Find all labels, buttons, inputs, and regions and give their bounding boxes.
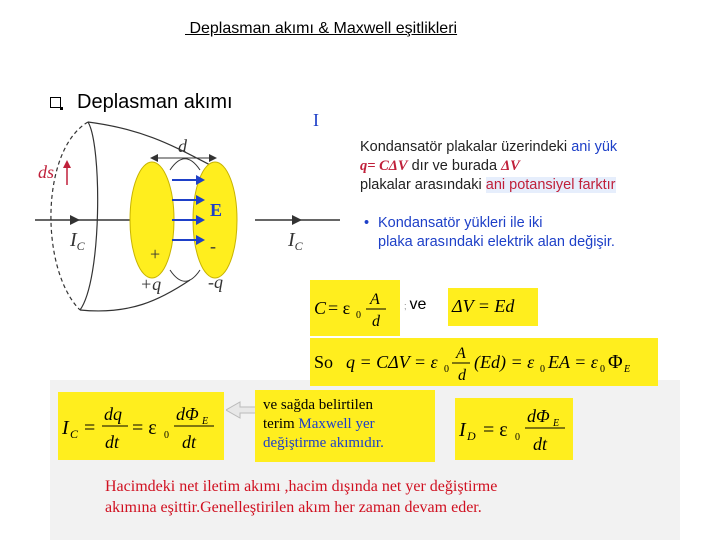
svg-text:dt: dt (105, 432, 120, 452)
displacement-current-box (455, 398, 573, 460)
svg-text:d: d (458, 367, 466, 384)
distance-arrow-left (150, 154, 158, 162)
svg-text:dq: dq (104, 404, 122, 424)
conduction-current-formula (58, 392, 224, 460)
voltage-formula (448, 288, 538, 326)
field-curve-top (170, 159, 200, 170)
maxwell-line-2: terim Maxwell yer (263, 416, 375, 432)
minus-sign: - (210, 236, 216, 256)
svg-text:E: E (624, 364, 631, 375)
conclusion-line-2: akımına eşittir.Genelleştirilen akım her zaman devam eder. (105, 499, 482, 516)
top-mark: I (313, 110, 319, 130)
svg-text:dΦ: dΦ (176, 404, 199, 424)
svg-text:0: 0 (444, 364, 449, 375)
bullet-dot-icon: • (364, 215, 370, 231)
capacitance-formula (310, 280, 400, 336)
conclusion-line-1: Hacimdeki net iletim akımı ,hacim dışında net yer değiştirme (105, 478, 498, 495)
svg-text:dt: dt (182, 432, 197, 452)
current-arrow-left (70, 215, 80, 225)
conduction-current-box (58, 392, 224, 460)
field-curve-bottom (170, 270, 200, 281)
svg-text:I: I (459, 419, 466, 441)
ds-arrow-head (63, 160, 71, 168)
ve-connector: ; ve (404, 296, 427, 313)
desc-line-1: Kondansatör plakalar üzerindeki ani yük (360, 139, 618, 155)
svg-text:I: I (62, 417, 69, 439)
d-label: d (178, 136, 187, 156)
checkbox-bullet-icon (50, 97, 61, 108)
bullet-desc-line-2: plaka arasındaki elektrik alan değişir. (378, 234, 615, 250)
desc-line-2: q= CΔV dır ve burada ΔV (360, 158, 520, 174)
charge-formula (310, 338, 658, 386)
pointer-arrow-icon (226, 400, 256, 420)
svg-text:D: D (467, 429, 476, 443)
maxwell-line-3: değiştirme akımıdır. (263, 435, 384, 451)
current-arrow-right (292, 215, 302, 225)
svg-text:dt: dt (533, 434, 548, 454)
plus-q-label: +q (140, 274, 162, 294)
svg-text:= ε: = ε (328, 298, 351, 318)
ds-label: ds (38, 162, 55, 182)
surface-dashed-edge (51, 122, 88, 310)
ic-right-label: $I_C$ (288, 229, 303, 253)
maxwell-line-1: ve sağda belirtilen (263, 397, 373, 413)
bullet-label: Deplasman akımı (77, 91, 233, 113)
svg-text:So: So (314, 352, 334, 372)
svg-text:C: C (314, 298, 327, 318)
svg-text:(Ed) = ε: (Ed) = ε (474, 352, 535, 372)
desc-line-3: plakalar arasındaki ani potansiyel farktır (360, 177, 616, 193)
bullet-desc-line-1: • Kondansatör yükleri ile iki (364, 215, 543, 231)
svg-text:0: 0 (540, 364, 545, 375)
conclusion-text (105, 476, 497, 518)
capacitance-formula-box (310, 280, 400, 336)
minus-q-label: -q (208, 272, 223, 292)
e-label: E (210, 200, 223, 220)
plus-sign: + (150, 244, 161, 264)
svg-text:= ε: = ε (483, 419, 508, 441)
svg-text:d: d (372, 313, 380, 330)
svg-text:E: E (202, 416, 209, 427)
surface-solid-edge (80, 122, 98, 310)
svg-text:0: 0 (600, 364, 605, 375)
maxwell-term-box (255, 390, 435, 462)
svg-text:dΦ: dΦ (527, 406, 550, 426)
ic-left-label: $I_C$ (70, 229, 85, 253)
svg-text:Φ: Φ (608, 351, 623, 373)
svg-text:= ε: = ε (132, 417, 157, 439)
description-block (360, 138, 617, 195)
page-title: Deplasman akımı & Maxwell eşitlikleri (185, 20, 458, 37)
svg-text:0: 0 (164, 430, 169, 441)
svg-text:q = CΔV = ε: q = CΔV = ε (346, 352, 438, 372)
svg-text:A: A (456, 345, 466, 362)
svg-text:EA = ε: EA = ε (548, 352, 598, 372)
svg-text:A: A (370, 291, 380, 308)
svg-text:0: 0 (356, 310, 361, 321)
svg-text:0: 0 (515, 432, 520, 443)
voltage-formula-box (448, 288, 538, 326)
svg-text:=: = (84, 417, 96, 439)
svg-text:ΔV = Ed: ΔV = Ed (452, 296, 515, 316)
distance-arrow-right (209, 154, 217, 162)
bullet-description (364, 214, 615, 252)
charge-formula-box (310, 338, 658, 386)
svg-text:C: C (70, 427, 79, 441)
svg-text:E: E (553, 418, 560, 429)
displacement-current-formula (455, 398, 573, 460)
surface-bottom-curve (80, 280, 190, 311)
